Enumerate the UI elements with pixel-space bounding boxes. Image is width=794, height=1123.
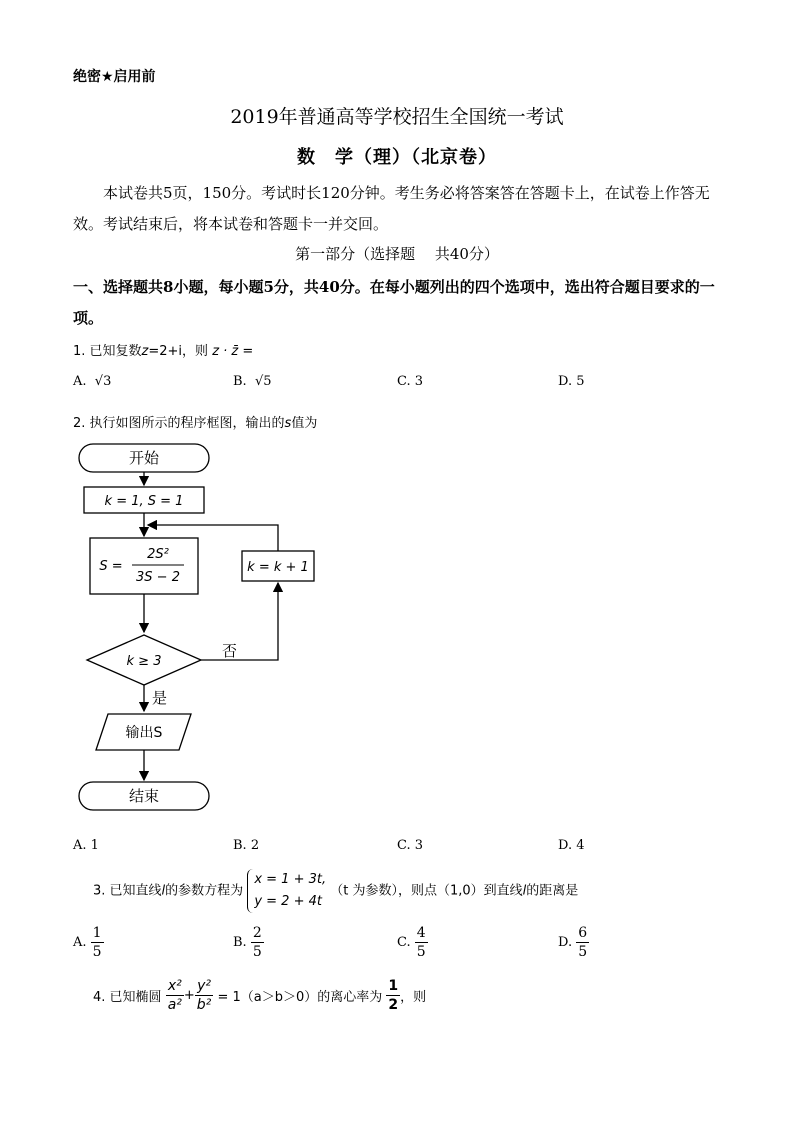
flow-output-text: 输出S: [125, 725, 163, 741]
q2-option-d: D. 4: [558, 838, 585, 853]
q2-option-a: A. 1: [73, 838, 99, 853]
question-2: 2. 执行如图所示的程序框图，输出的s值为: [73, 416, 318, 431]
q3-equation-system: x = 1 + 3t, y = 2 + 4t: [247, 869, 326, 913]
question-3: 3. 已知直线l的参数方程为 x = 1 + 3t, y = 2 + 4t （t 为参数），则点（1,0）到直线l的距离是: [93, 869, 578, 913]
q3-option-c: C. $\frac{4}{5}$: [397, 925, 426, 960]
q4-fraction-y: $\frac{\text{y²}}{\text{b²}}$: [196, 978, 212, 1013]
flow-increment-text: k = k + 1: [247, 560, 309, 575]
question-1: [73, 340, 253, 359]
q1-z: z: [141, 344, 149, 359]
q1-option-b: B. √5: [233, 374, 272, 389]
flow-no-label: 否: [222, 642, 238, 660]
q1-expr: z · z̄ =: [212, 344, 254, 359]
q1-prefix: 1. 已知复数: [73, 344, 142, 359]
q2-option-b: B. 2: [233, 838, 260, 853]
q2-option-c: C. 3: [397, 838, 424, 853]
flow-assign-den: 3S − 2: [136, 570, 180, 585]
exam-title: 2019年普通高等学校招生全国统一考试: [230, 106, 564, 128]
flow-end-text: 结束: [128, 787, 160, 805]
q3-option-b: B. $\frac{2}{5}$: [233, 925, 262, 960]
q1-option-a: A. √3: [73, 374, 112, 389]
part-heading: 第一部分（选择题 共40分）: [295, 245, 499, 263]
flow-yes-label: 是: [152, 689, 168, 707]
flowchart: [70, 438, 330, 823]
exam-instructions: 本试卷共5页，150分。考试时长120分钟。考生务必将答案答在答题卡上，在试卷上作答无效。考试结束后，将本试卷和答题卡一并交回。: [73, 184, 710, 233]
q3-option-a: A. $\frac{1}{5}$: [73, 925, 102, 960]
q4-eccentricity: $\frac{1}{2}$: [388, 978, 399, 1013]
flow-init-text: k = 1, S = 1: [104, 494, 184, 509]
exam-subtitle: 数 学（理）（北京卷）: [297, 147, 497, 168]
flow-assign-num: 2S²: [147, 547, 169, 562]
q3-option-d: D. $\frac{6}{5}$: [558, 925, 588, 960]
q1-option-d: D. 5: [558, 374, 585, 389]
q1-option-c: C. 3: [397, 374, 424, 389]
q1-eq: =2+i，则: [148, 344, 209, 359]
flow-condition-text: k ≥ 3: [126, 654, 162, 669]
q4-fraction-x: $\frac{\text{x²}}{\text{a²}}$: [167, 978, 182, 1013]
section-heading: 一、选择题共8小题，每小题5分，共40分。在每小题列出的四个选项中，选出符合题目要求的一项。: [73, 278, 715, 327]
question-4: 4. 已知椭圆 $\frac{\text{x²}}{\text{a²}}$ + $\frac{\text{y²}}{\text{b²}}$ = 1（a＞b＞0）的离心率为 $\frac{1}{2}$ ，则: [93, 978, 427, 1013]
confidential-label: 绝密★启用前: [73, 69, 156, 85]
flow-assign-lhs: S =: [99, 559, 123, 574]
flow-start-text: 开始: [128, 449, 160, 467]
